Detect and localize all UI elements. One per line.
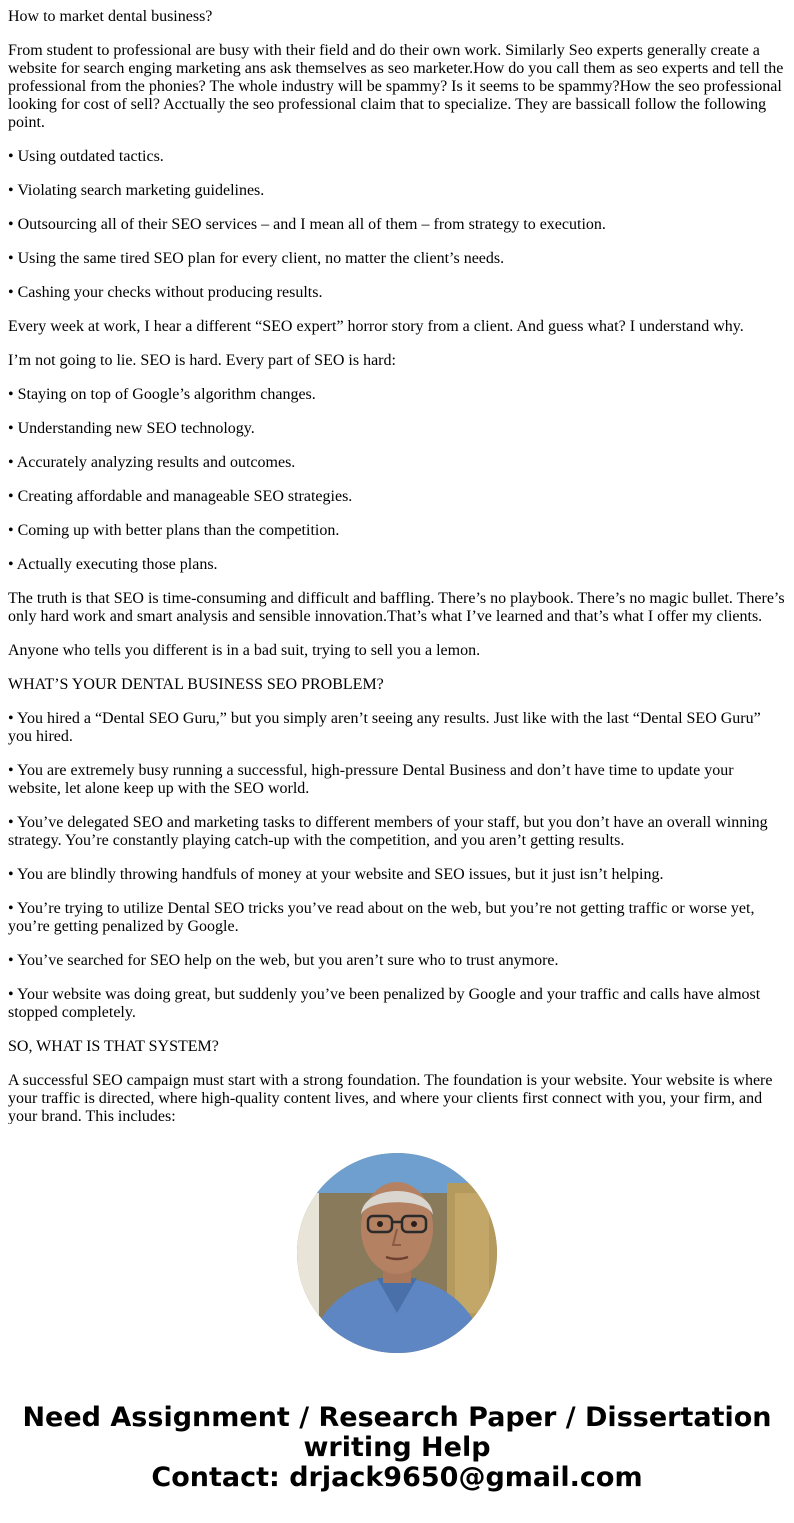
list-item: • Understanding new SEO technology. <box>8 420 255 437</box>
list-item: • You’re trying to utilize Dental SEO tricks you’ve read about on the web, but you’re not getting traffic or worse yet, you’re getting penalized by Google. <box>8 900 755 935</box>
foundation-paragraph: A successful SEO campaign must start with a strong foundation. The foundation is your website. Your website is where your traffic is directed, where high-quality content lives, and where your clients first connect with you, your firm, and your brand. This includes: <box>8 1072 773 1124</box>
list-item: • You’ve searched for SEO help on the web, but you aren’t sure who to trust anymore. <box>8 952 559 969</box>
list-item: • Violating search marketing guidelines. <box>8 182 265 199</box>
list-item: • You hired a “Dental SEO Guru,” but you simply aren’t seeing any results. Just like with the last “Dental SEO Guru” you hired. <box>8 710 761 745</box>
cta-line-contact-email: Contact: drjack9650@gmail.com <box>151 1462 643 1493</box>
list-item: • Using the same tired SEO plan for every client, no matter the client’s needs. <box>8 250 505 267</box>
list-item: • You’ve delegated SEO and marketing tasks to different members of your staff, but you don’t have an overall winning strategy. You’re constantly playing catch-up with the competition, and you aren’t getting results. <box>8 814 768 849</box>
truth-paragraph: The truth is that SEO is time-consuming and difficult and baffling. There’s no playbook. There’s no magic bullet. There’s only hard work and smart analysis and sensible innovation.That’s what I’ve learned and that’s what I offer my clients. <box>8 590 785 625</box>
list-item: • Using outdated tactics. <box>8 148 164 165</box>
seo-is-hard-paragraph: I’m not going to lie. SEO is hard. Every part of SEO is hard: <box>8 352 396 369</box>
lemon-paragraph: Anyone who tells you different is in a bad suit, trying to sell you a lemon. <box>8 642 481 659</box>
list-item: • Staying on top of Google’s algorithm changes. <box>8 386 316 403</box>
list-item: • You are extremely busy running a successful, high-pressure Dental Business and don’t have time to update your website, let alone keep up with the SEO world. <box>8 762 734 797</box>
problem-heading: WHAT’S YOUR DENTAL BUSINESS SEO PROBLEM? <box>8 676 384 693</box>
cta-line-help: writing Help <box>303 1432 491 1463</box>
list-item: • You are blindly throwing handfuls of money at your website and SEO issues, but it just isn’t helping. <box>8 866 664 883</box>
list-item: • Accurately analyzing results and outcomes. <box>8 454 296 471</box>
system-heading: SO, WHAT IS THAT SYSTEM? <box>8 1038 219 1055</box>
article-body <box>8 8 786 1124</box>
article-title: How to market dental business? <box>8 8 213 25</box>
contact-banner <box>0 1403 794 1493</box>
list-item: • Creating affordable and manageable SEO strategies. <box>8 488 353 505</box>
list-item: • Your website was doing great, but suddenly you’ve been penalized by Google and your traffic and calls have almost stopped completely. <box>8 986 761 1021</box>
horror-story-paragraph: Every week at work, I hear a different “SEO expert” horror story from a client. And guess what? I understand why. <box>8 318 744 335</box>
list-item: • Coming up with better plans than the competition. <box>8 522 340 539</box>
intro-paragraph: From student to professional are busy with their field and do their own work. Similarly Seo experts generally create a website for search enging marketing ans ask themselves as seo marketer.How do you call them as seo experts and tell the professional from the phonies? The whole industry will be spammy? Is it seems to be spammy?How the seo professional looking for cost of sell? Acctually the seo professional claim that to specialize. They are bassicall follow the following point. <box>8 42 784 131</box>
list-item: • Actually executing those plans. <box>8 556 218 573</box>
list-item: • Cashing your checks without producing results. <box>8 284 323 301</box>
avatar <box>297 1153 497 1353</box>
author-portrait <box>297 1153 497 1353</box>
list-item: • Outsourcing all of their SEO services – and I mean all of them – from strategy to execution. <box>8 216 606 233</box>
cta-line-assignment: Need Assignment / Research Paper / Dissertation <box>22 1402 772 1433</box>
